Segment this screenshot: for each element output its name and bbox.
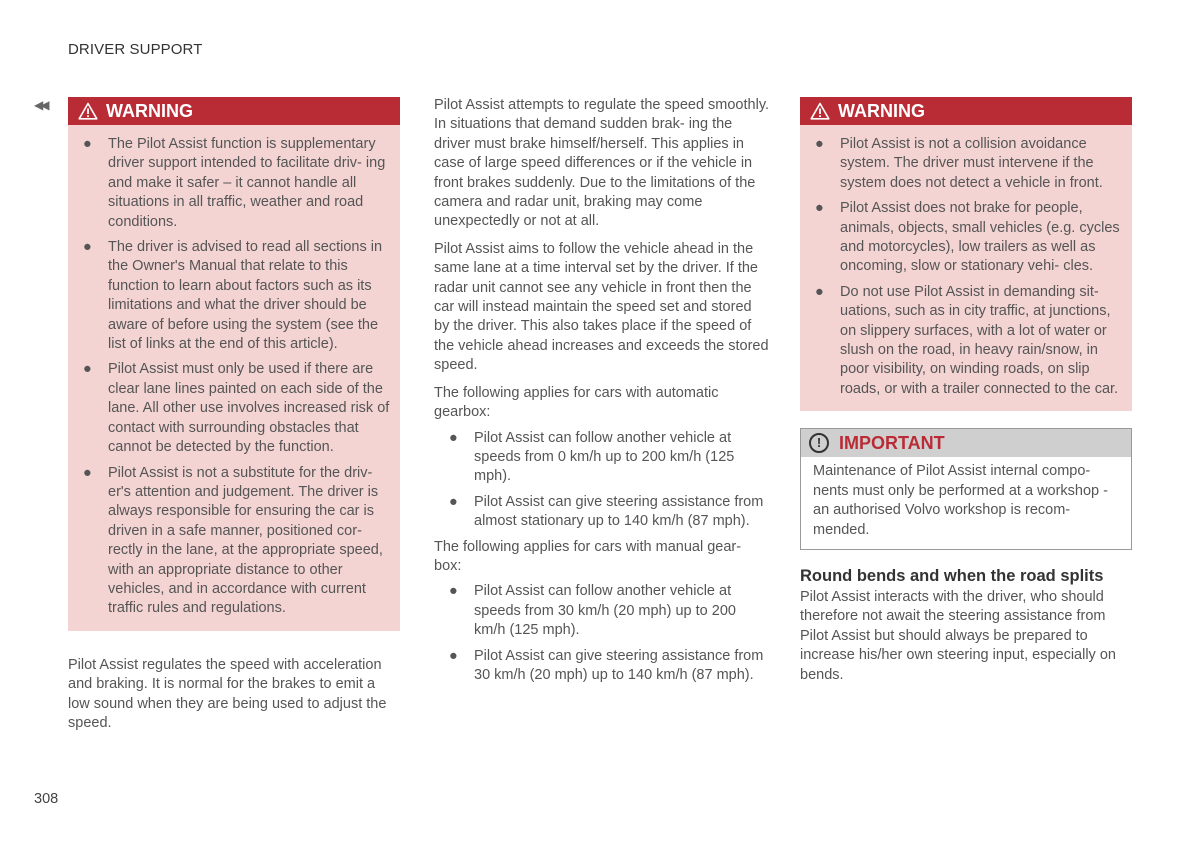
- list-item: ● Pilot Assist is not a collision avoidance system. The driver must intervene if the system does not detect a vehicle in front.: [815, 136, 1103, 191]
- body-paragraph: The following applies for cars with automatic gearbox:: [434, 384, 719, 421]
- column-3: [800, 97, 1132, 693]
- body-paragraph: Pilot Assist aims to follow the vehicle ahead in the same lane at a time interval set by the driver. If the radar unit cannot see any vehicle in front then the car will instead maintain the speed set and stored by the driver. This also takes place if the speed of the vehicle ahead increases and exceeds the stored speed.: [434, 240, 769, 374]
- section-header: DRIVER SUPPORT: [68, 41, 203, 58]
- list-item: ● Pilot Assist can give steering assistance from almost stationary up to 140 km/h (87 mph).: [449, 493, 764, 530]
- manual-gearbox-list: [434, 582, 770, 685]
- body-paragraph: Pilot Assist attempts to regulate the speed smoothly. In situations that demand sudden brak- ing the driver must brake himself/herself. This applies in case of large speed differences or if the vehicle in front brakes suddenly. Due to the limitations of the camera and radar unit, braking may come unexpectedly or not at all.: [434, 97, 770, 230]
- automatic-gearbox-list: [434, 429, 770, 532]
- list-item: ● The driver is advised to read all sections in the Owner's Manual that relate to this function to learn about factors such as its limitations and what the driver should be aware of before using the system (see the list of links at the end of this article).: [83, 239, 383, 353]
- warning-box-2: [800, 97, 1132, 411]
- body-paragraph: Pilot Assist interacts with the driver, who should therefore not await the steering assistance from Pilot Assist but should always be prepared to increase his/her own steering input, especially on bends.: [800, 588, 1116, 683]
- warning-title: WARNING: [106, 101, 193, 121]
- warning-triangle-icon: [78, 102, 98, 120]
- column-2: [434, 96, 770, 685]
- list-item: ● Pilot Assist can give steering assistance from 30 km/h (20 mph) up to 140 km/h (87 mph).: [449, 647, 764, 683]
- column-1: [68, 97, 400, 741]
- body-paragraph: Pilot Assist regulates the speed with acceleration and braking. It is normal for the brakes to emit a low sound when they are being used to adjust the speed.: [68, 656, 387, 731]
- warning-triangle-icon: [810, 102, 830, 120]
- list-item: ● Do not use Pilot Assist in demanding sit- uations, such as in city traffic, at junctions, on slippery surfaces, with a lot of water or slush on the road, in heavy rain/snow, in poor visibility, on winding roads, on slip roads, or with a trailer connected to the car.: [815, 283, 1119, 397]
- important-title: IMPORTANT: [839, 433, 945, 454]
- warning-box-1: [68, 97, 400, 631]
- warning-list: [68, 125, 400, 619]
- important-box: [800, 428, 1132, 550]
- list-item: ● Pilot Assist is not a substitute for the driv- er's attention and judgement. The driver is always responsible for ensuring the car is driven in a safe manner, positioned cor- rectly in the lane, at the appropriate speed, with an appropriate distance to other vehicles, and in accordance with current traffic rules and regulations.: [83, 464, 383, 617]
- important-body: Maintenance of Pilot Assist internal compo- nents must only be performed at a workshop - an authorised Volvo workshop is recom- mended.: [813, 463, 1108, 538]
- list-item: ● Pilot Assist can follow another vehicle at speeds from 30 km/h (20 mph) up to 200 km/h (125 mph).: [449, 583, 736, 639]
- page-number: 308: [34, 791, 59, 807]
- warning-title: WARNING: [838, 101, 925, 121]
- warning-header: [800, 97, 1132, 125]
- warning-header: [68, 97, 400, 125]
- list-item: ● The Pilot Assist function is supplementary driver support intended to facilitate driv- ing and make it safer – it cannot handle all situations in all traffic, weather and road conditions.: [83, 136, 386, 230]
- list-item: ● Pilot Assist can follow another vehicle at speeds from 0 km/h up to 200 km/h (125 mph).: [449, 429, 735, 485]
- exclamation-circle-icon: !: [809, 433, 829, 453]
- list-item: ● Pilot Assist must only be used if there are clear lane lines painted on each side of the lane. All other use involves increased risk of contact with surrounding obstacles that cannot be detected by the function.: [83, 361, 390, 456]
- important-header: [801, 429, 1131, 457]
- body-paragraph: The following applies for cars with manual gear- box:: [434, 538, 742, 574]
- double-left-arrow-icon[interactable]: ◀◀: [34, 98, 47, 112]
- warning-list: [800, 125, 1132, 399]
- section-heading: Round bends and when the road splits: [800, 566, 1104, 585]
- list-item: ● Pilot Assist does not brake for people, animals, objects, small vehicles (e.g. cycles and motorcycles), low trailers as well as oncoming, slow or stationary vehi- cles.: [815, 200, 1120, 275]
